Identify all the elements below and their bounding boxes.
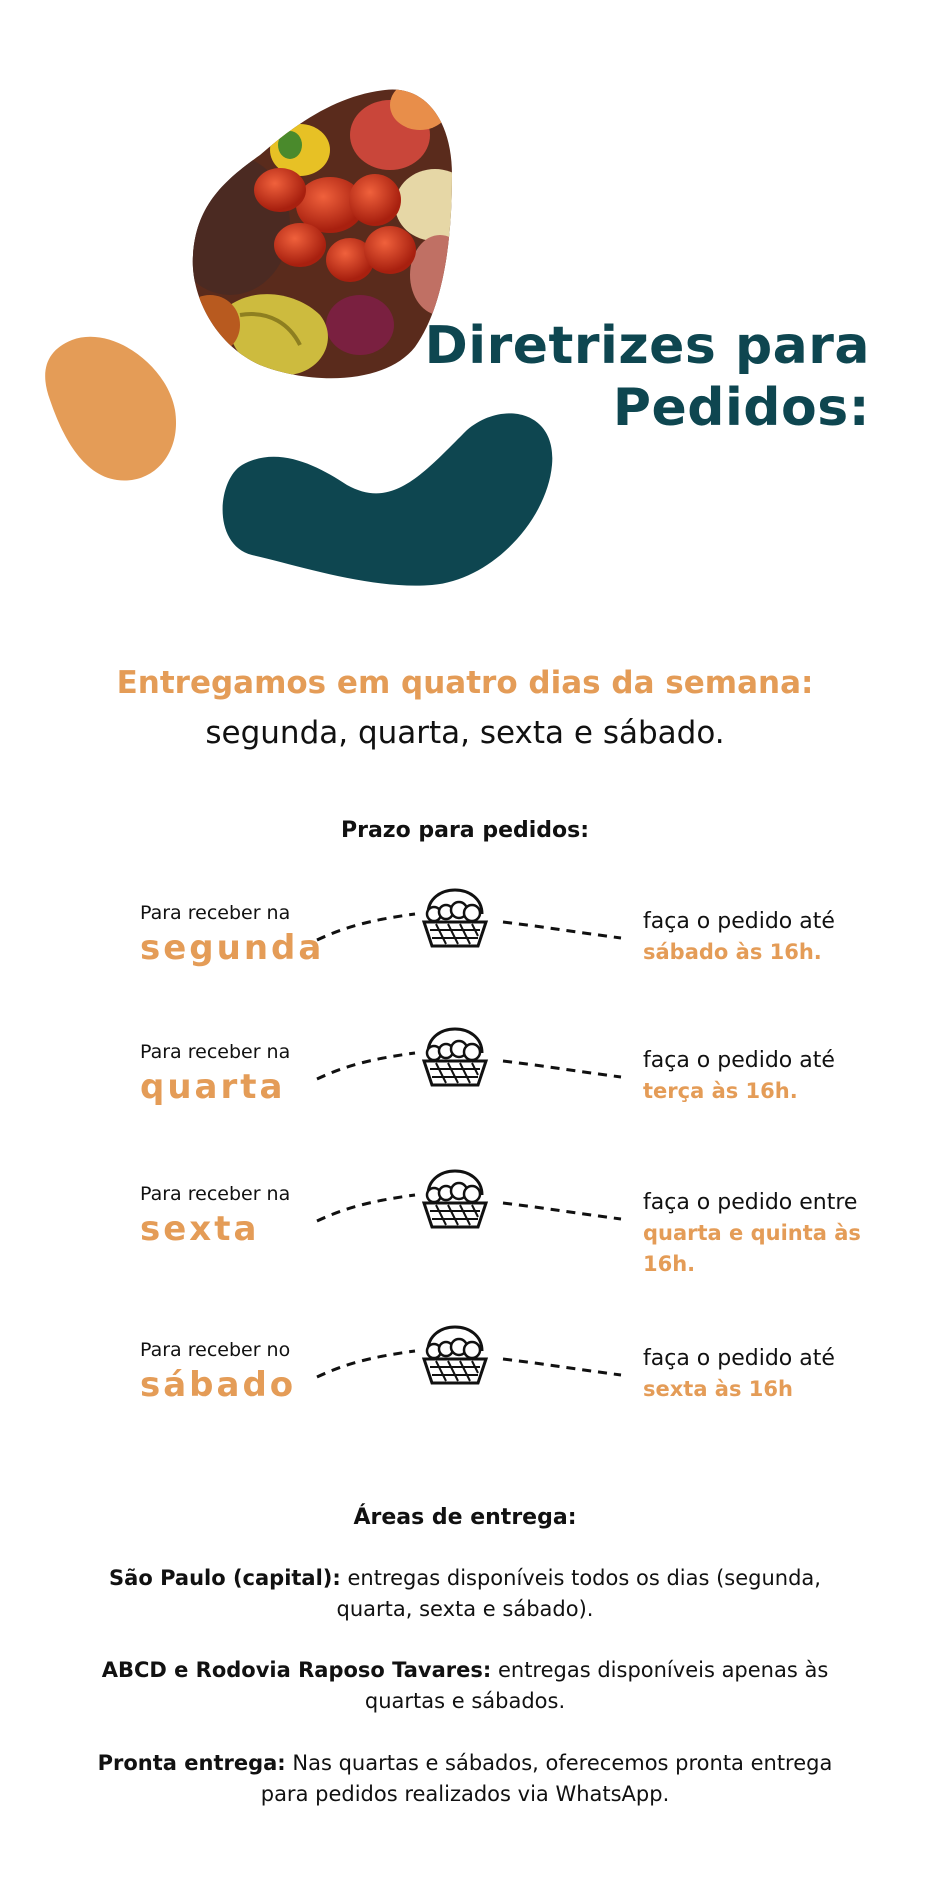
deadline-day: segunda (140, 928, 325, 968)
delivery-areas-title: Áreas de entrega: (353, 1505, 577, 1530)
deadline-right (643, 1187, 888, 1280)
deadline-prefix: Para receber na (140, 902, 291, 924)
title-line-1: Diretrizes para (424, 316, 870, 376)
deadline-day: quarta (140, 1067, 286, 1107)
page-title (425, 315, 870, 439)
deadlines-title: Prazo para pedidos: (340, 818, 590, 843)
deadline-instruction: faça o pedido até (643, 1048, 835, 1073)
fruit-basket-icon (412, 1153, 498, 1239)
area-sao-paulo (75, 1563, 855, 1625)
deadline-instruction: faça o pedido entre (643, 1190, 858, 1215)
decorative-orange-blob (42, 330, 177, 485)
delivery-days-list: segunda, quarta, sexta e sábado. (205, 715, 725, 751)
deadline-time: sábado às 16h. (643, 940, 822, 964)
area-label: ABCD e Rodovia Raposo Tavares: (101, 1658, 492, 1682)
area-label: São Paulo (capital): (109, 1566, 341, 1590)
deadline-left (140, 1183, 290, 1249)
deadline-instruction: faça o pedido até (643, 909, 835, 934)
deadline-instruction: faça o pedido até (643, 1346, 835, 1371)
deadline-row-sexta (0, 1183, 930, 1293)
title-line-2: Pedidos: (612, 378, 870, 438)
deadline-right (643, 1343, 888, 1405)
deadline-right (643, 1045, 888, 1107)
deadline-prefix: Para receber na (140, 1041, 291, 1063)
area-text: Nas quartas e sábados, oferecemos pronta entrega para pedidos realizados via WhatsApp. (260, 1751, 833, 1806)
deadline-day: sexta (140, 1209, 260, 1249)
vegetables-photo (190, 85, 460, 385)
deadline-row-segunda (0, 902, 930, 1012)
area-pronta-entrega (75, 1748, 855, 1810)
deadline-row-quarta (0, 1041, 930, 1151)
area-abcd-raposo (75, 1655, 855, 1717)
fruit-basket-icon (412, 1011, 498, 1097)
deadline-left (140, 1041, 290, 1107)
area-text: entregas disponíveis todos os dias (segunda, quarta, sexta e sábado). (336, 1566, 821, 1621)
deadline-right (643, 906, 888, 968)
deadline-row-sabado (0, 1339, 930, 1449)
deadline-prefix: Para receber no (140, 1339, 291, 1361)
fruit-basket-icon (412, 1309, 498, 1395)
deadline-left (140, 1339, 296, 1405)
area-label: Pronta entrega: (97, 1751, 286, 1775)
deadline-prefix: Para receber na (140, 1183, 291, 1205)
area-text: entregas disponíveis apenas às quartas e sábados. (364, 1658, 829, 1713)
fruit-basket-icon (412, 872, 498, 958)
deadline-day: sábado (140, 1365, 297, 1405)
deadline-time: quarta e quinta às 16h. (643, 1221, 861, 1276)
deadline-left (140, 902, 324, 968)
delivery-days-heading: Entregamos em quatro dias da semana: (116, 665, 814, 701)
deadline-time: terça às 16h. (643, 1079, 798, 1103)
deadline-time: sexta às 16h (643, 1377, 793, 1401)
